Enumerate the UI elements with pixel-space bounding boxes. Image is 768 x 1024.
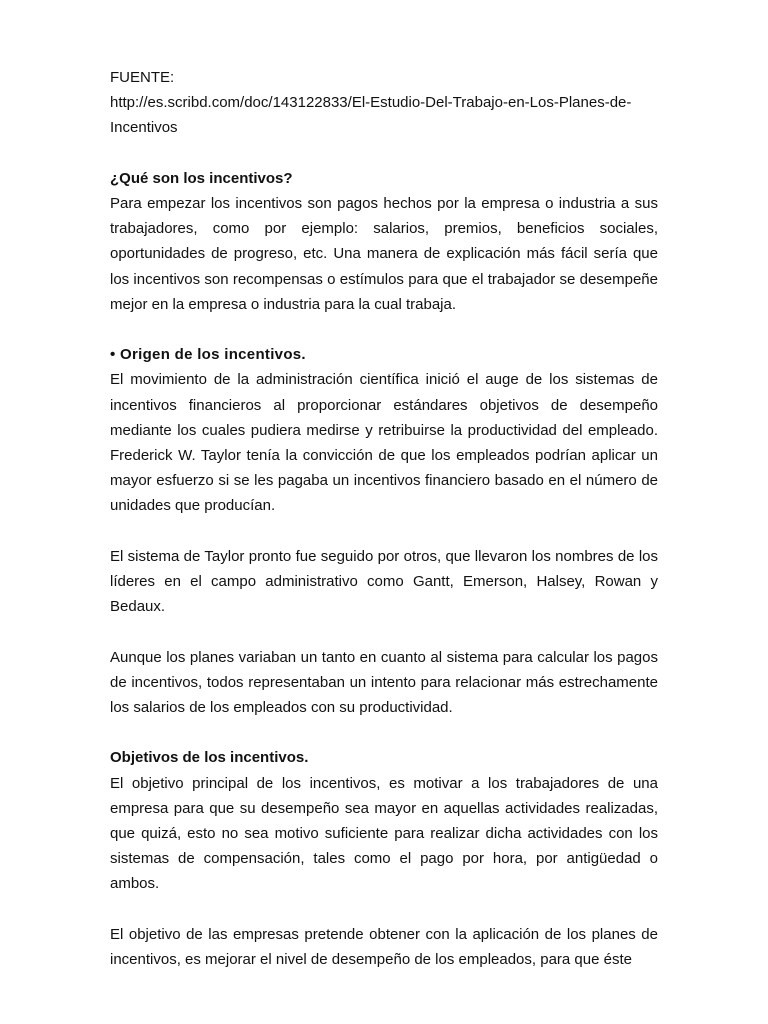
source-block <box>110 65 658 141</box>
source-url-line-1: http://es.scribd.com/doc/143122833/El-Estudio-Del-Trabajo-en-Los-Planes-de- <box>110 94 632 112</box>
spacer <box>110 897 658 922</box>
paragraph-origen-1: El movimiento de la administración científica inició el auge de los sistemas de incentivos financieros al proporcionar estándares objetivos de desempeño mediante los cuales pudiera medirse y retribuirse la productividad del empleado. Frederick W. Taylor tenía la convicción de que los empleados podrían aplicar un mayor esfuerzo si se les pagaba un incentivos financiero basado en el número de unidades que producían. <box>110 371 658 515</box>
heading-objetivos: Objetivos de los incentivos. <box>110 749 309 767</box>
source-url <box>110 90 658 140</box>
paragraph-objetivos-2: El objetivo de las empresas pretende obtener con la aplicación de los planes de incentivos, es mejorar el nivel de desempeño de los empleados, para que éste <box>110 925 658 969</box>
heading-origen: • Origen de los incentivos. <box>110 346 306 364</box>
source-label: FUENTE: <box>110 69 175 86</box>
paragraph-origen-2: El sistema de Taylor pronto fue seguido por otros, que llevaron los nombres de los líderes en el campo administrativo como Gantt, Emerson, Halsey, Rowan y Bedaux. <box>110 547 658 616</box>
spacer <box>110 619 658 644</box>
paragraph-origen-3: Aunque los planes variaban un tanto en cuanto al sistema para calcular los pagos de incentivos, todos representaban un intento para relacionar más estrechamente los salarios de los empleados con su productividad. <box>110 648 658 717</box>
source-url-line-2: Incentivos <box>110 119 178 137</box>
spacer <box>110 317 658 342</box>
spacer <box>110 141 658 166</box>
paragraph-objetivos-1: El objetivo principal de los incentivos, es motivar a los trabajadores de una empresa para que su desempeño sea mayor en aquellas actividades realizadas, que quizá, esto no sea motivo suficiente para realizar dicha actividades con los sistemas de compensación, tales como el pago por hora, por antigüedad o ambos. <box>110 774 658 893</box>
heading-que-son: ¿Qué son los incentivos? <box>110 169 293 187</box>
spacer <box>110 720 658 745</box>
spacer <box>110 519 658 544</box>
paragraph-que-son: Para empezar los incentivos son pagos hechos por la empresa o industria a sus trabajadores, como por ejemplo: salarios, premios, beneficios sociales, oportunidades de progreso, etc. Una manera de explicación más fácil sería que los incentivos son recompensas o estímulos para que el trabajador se desempeñe mejor en la empresa o industria para la cual trabaja. <box>110 195 658 313</box>
